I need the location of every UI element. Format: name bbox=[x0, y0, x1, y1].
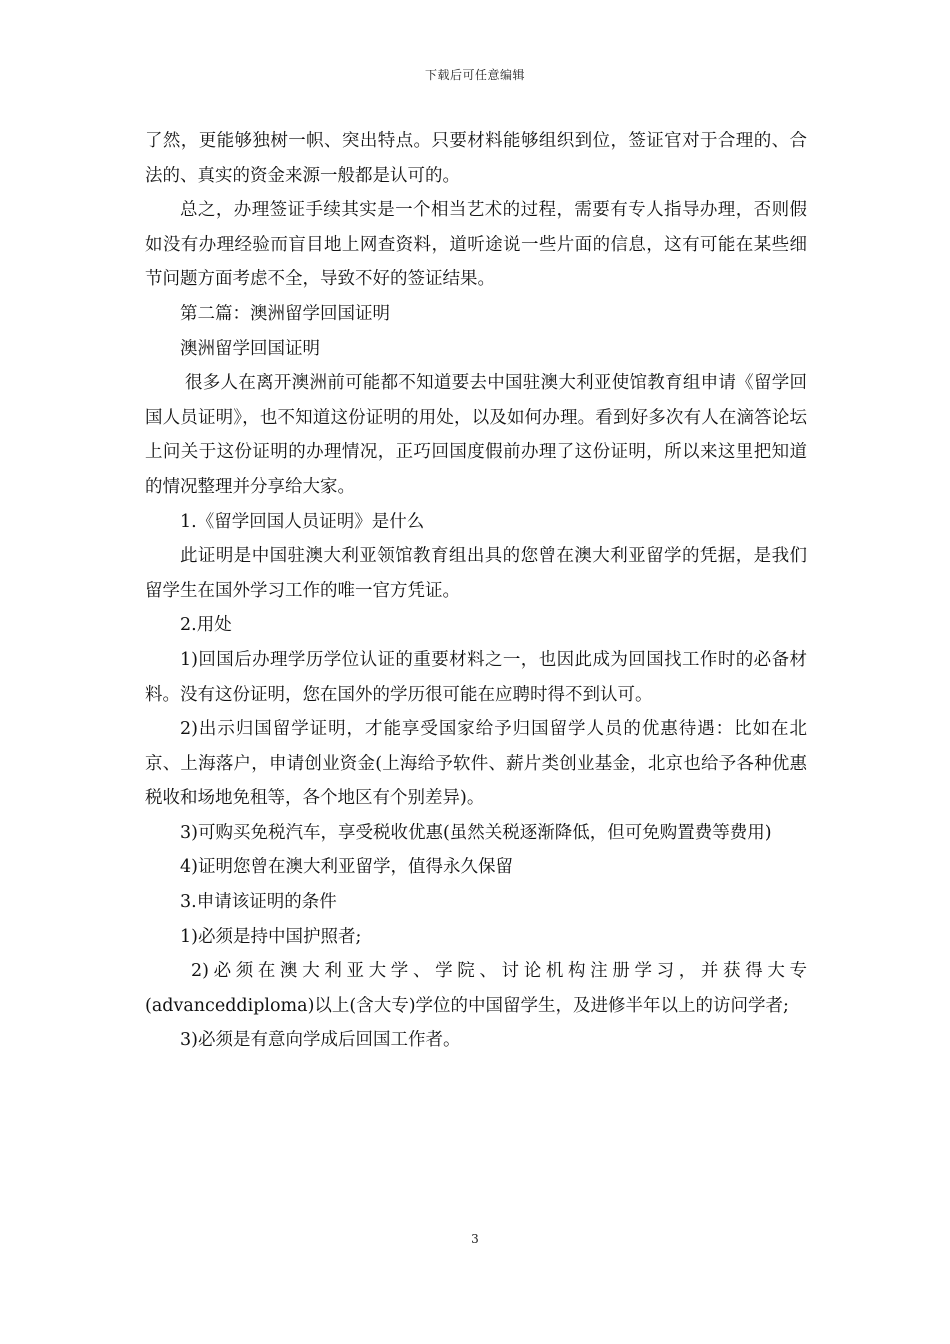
list-item: 3)必须是有意向学成后回国工作者。 bbox=[180, 1030, 461, 1051]
paragraph: 了然，更能够独树一帜、突出特点。只要材料能够组织到位，签证官对于合理的、合法的、真实的资金来源一般都是认可的。 bbox=[145, 131, 807, 186]
document-body bbox=[145, 124, 807, 1058]
list-item: 2)出示归国留学证明，才能享受国家给予归国留学人员的优惠待遇：比如在北京、上海落户，申请创业资金(上海给予软件、薪片类创业基金，北京也给予各种优惠税收和场地免租等，各个地区有个别差异)。 bbox=[145, 719, 807, 809]
list-item: 4)证明您曾在澳大利亚留学，值得永久保留 bbox=[180, 857, 513, 878]
page-header: 下载后可任意编辑 bbox=[424, 68, 525, 82]
document-title: 澳洲留学回国证明 bbox=[180, 338, 320, 359]
list-heading: 3.申请该证明的条件 bbox=[180, 892, 337, 913]
page-number: 3 bbox=[471, 1232, 479, 1246]
list-heading: 1.《留学回国人员证明》是什么 bbox=[180, 511, 425, 532]
list-item: 2)必须在澳大利亚大学、学院、讨论机构注册学习，并获得大专(advanceddiploma)以上(含大专)学位的中国留学生，及进修半年以上的访问学者; bbox=[145, 961, 807, 1016]
list-item: 3)可购买免税汽车，享受税收优惠(虽然关税逐渐降低，但可免购置费等费用) bbox=[180, 822, 772, 843]
paragraph: 很多人在离开澳洲前可能都不知道要去中国驻澳大利亚使馆教育组申请《留学回国人员证明》，也不知道这份证明的用处，以及如何办理。看到好多次有人在滴答论坛上问关于这份证明的办理情况，正巧回国度假前办理了这份证明，所以来这里把知道的情况整理并分享给大家。 bbox=[145, 373, 807, 497]
paragraph: 此证明是中国驻澳大利亚领馆教育组出具的您曾在澳大利亚留学的凭据，是我们留学生在国外学习工作的唯一官方凭证。 bbox=[145, 546, 807, 601]
list-item: 1)回国后办理学历学位认证的重要材料之一，也因此成为回国找工作时的必备材料。没有这份证明，您在国外的学历很可能在应聘时得不到认可。 bbox=[145, 649, 807, 705]
section-title: 第二篇：澳洲留学回国证明 bbox=[180, 303, 390, 324]
paragraph: 总之，办理签证手续其实是一个相当艺术的过程，需要有专人指导办理，否则假如没有办理经验而盲目地上网查资料，道听途说一些片面的信息，这有可能在某些细节问题方面考虑不全，导致不好的签证结果。 bbox=[145, 200, 807, 290]
list-item: 1)必须是持中国护照者; bbox=[180, 926, 362, 947]
list-heading: 2.用处 bbox=[180, 615, 232, 636]
